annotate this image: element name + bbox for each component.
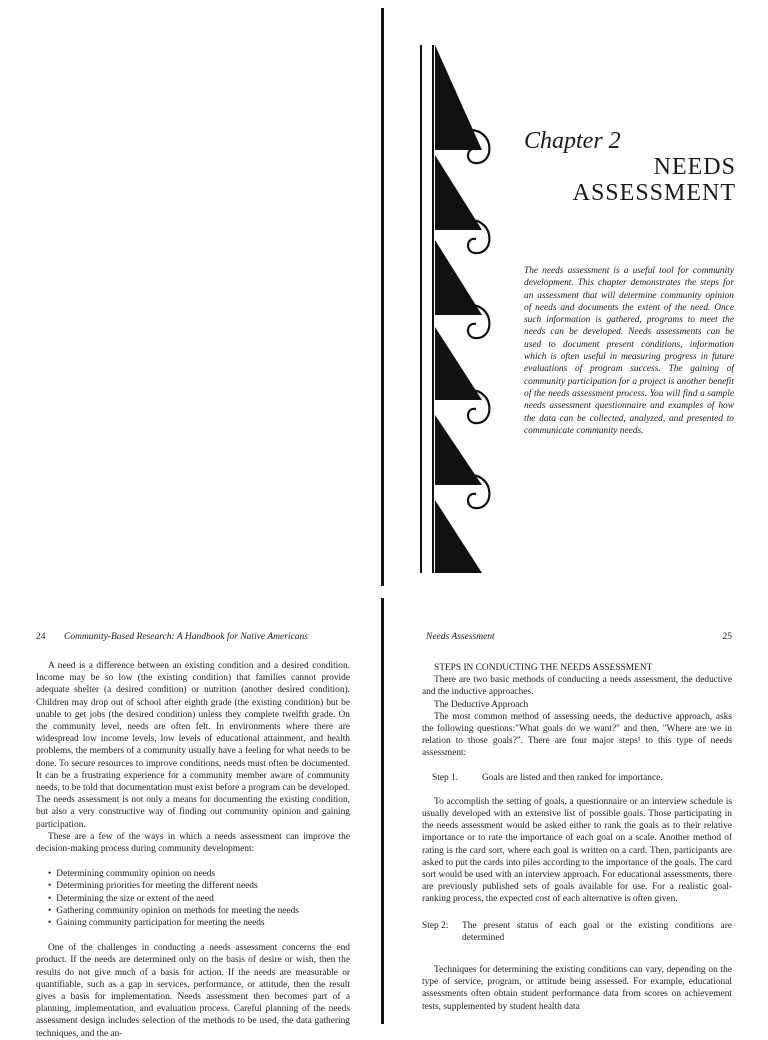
book-spine-bottom — [381, 598, 384, 1024]
step-2-number: Step 2: — [422, 920, 449, 931]
subheading-deductive-approach: The Deductive Approach — [434, 699, 529, 710]
step-1-number: Step 1. — [432, 772, 459, 783]
list-item: • Determining priorities for meeting the different needs — [48, 880, 350, 892]
right-paragraph-1: There are two basic methods of conducting a needs assessment, the deductive and the inductive approaches. — [422, 675, 732, 698]
right-paragraph-2: The most common method of assessing needs, the deductive approach, asks the following questions:"What goals do we want?" and then, "Where are we in relation to those goals?". There are four major steps¹ to this type of needs assessment: — [422, 711, 732, 759]
chapter-title-line-1: NEEDS — [653, 154, 736, 180]
right-paragraph-4: Techniques for determining the existing conditions can vary, depending on the type of service, program, or attitude being assessed. For example, educational assessments often obtain student performance data from scores on achievement tests, supplemented by student health data — [422, 965, 732, 1012]
chapter-label: Chapter 2 — [524, 128, 621, 154]
list-item: • Gaining community participation for meeting the needs — [48, 917, 350, 929]
step-1 — [432, 772, 732, 784]
book-spine-top — [381, 8, 384, 586]
step-2-text: The present status of each goal or the existing conditions are determined — [462, 920, 732, 943]
list-item: • Determining the size or extent of the need — [48, 893, 350, 905]
right-running-head: Needs Assessment — [426, 632, 495, 642]
right-page-number: 25 — [722, 632, 732, 642]
koru-decorative-border — [420, 45, 500, 575]
left-running-head: Community-Based Research: A Handbook for Native Americans — [64, 632, 308, 642]
left-paragraph-1: A need is a difference between an existing condition and a desired condition. Income may be so low (the existing condition) that families cannot provide adequate shelter (a desired condition) or nutrition (another desired condition). Children may drop out of school after eighth grade (the existing condition) but be unable to get jobs (the desired condition) unless they complete twelfth grade. On the community level, needs are often felt. In environments where there are widespread low income levels, low levels of educational attainment, and health problems, the members of a community usually have a feeling for what needs to be done. To secure resources to improve conditions, needs must often be documented. It can be a frustrating experience for a community member aware of community needs, to be told that documentation must exist before a program can be developed. The needs assessment is not only a means for documenting the existing condition, but also a very constructive way of finding out community opinion and gaining participation. — [36, 661, 350, 830]
section-title: STEPS IN CONDUCTING THE NEEDS ASSESSMENT — [434, 663, 653, 673]
needs-assessment-benefits-list — [36, 868, 350, 929]
left-paragraph-2: These are a few of the ways in which a needs assessment can improve the decision-making process during community development: — [36, 831, 350, 855]
list-item: • Gathering community opinion on methods for meeting the needs — [48, 905, 350, 917]
step-2 — [422, 920, 732, 944]
chapter-abstract: The needs assessment is a useful tool for community development. This chapter demonstrates the steps for an assessment that will determine community opinion of needs and documents the extent of the need. Once such information is gathered, programs to meet the needs can be developed. Needs assessments can be used to document present conditions, information which is often useful in measuring progress in future evaluations of program success. The gaining of community participation for a project is another benefit of the needs assessment process. You will find a sample needs assessment questionnaire and examples of how the data can be collected, analyzed, and presented to communicate community needs. — [524, 266, 734, 436]
left-page-body — [36, 660, 350, 1040]
left-page-number: 24 — [36, 632, 46, 642]
chapter-title-line-2: ASSESSMENT — [572, 180, 736, 206]
list-item: • Determining community opinion on needs — [48, 868, 350, 880]
right-paragraph-3: To accomplish the setting of goals, a questionnaire or an interview schedule is usually developed with an extensive list of possible goals. Those participating in the needs assessment would be asked either to rank the goals as to their relative importance or to rate the importance of each goal on a scale. Another method of rating is the card sort, where each goal is written on a card. Then, participants are asked to put the cards into piles according to the importance of the goals. The card sort would be used with an interview approach. For educational assessments, there are previously published sets of goals available for use. For a realistic goal-ranking process, the expected cost of each alternative is often given. — [422, 796, 732, 905]
right-page-body — [422, 662, 732, 1013]
step-1-text: Goals are listed and then ranked for importance. — [482, 772, 663, 783]
left-paragraph-3: One of the challenges in conducting a needs assessment concerns the end product. If the needs are determined only on the basis of desire or wish, then the results do not give much of a basis for action. If the needs are measurable or quantifiable, such as a gap in services, performance, or attitude, then the result gives a basis for implementation. Needs assessment then becomes part of a planning, implementation, and evaluation process. Careful planning of the needs assessment design includes selection of the methods to be used, the data gathering techniques, and the an- — [36, 943, 350, 1039]
